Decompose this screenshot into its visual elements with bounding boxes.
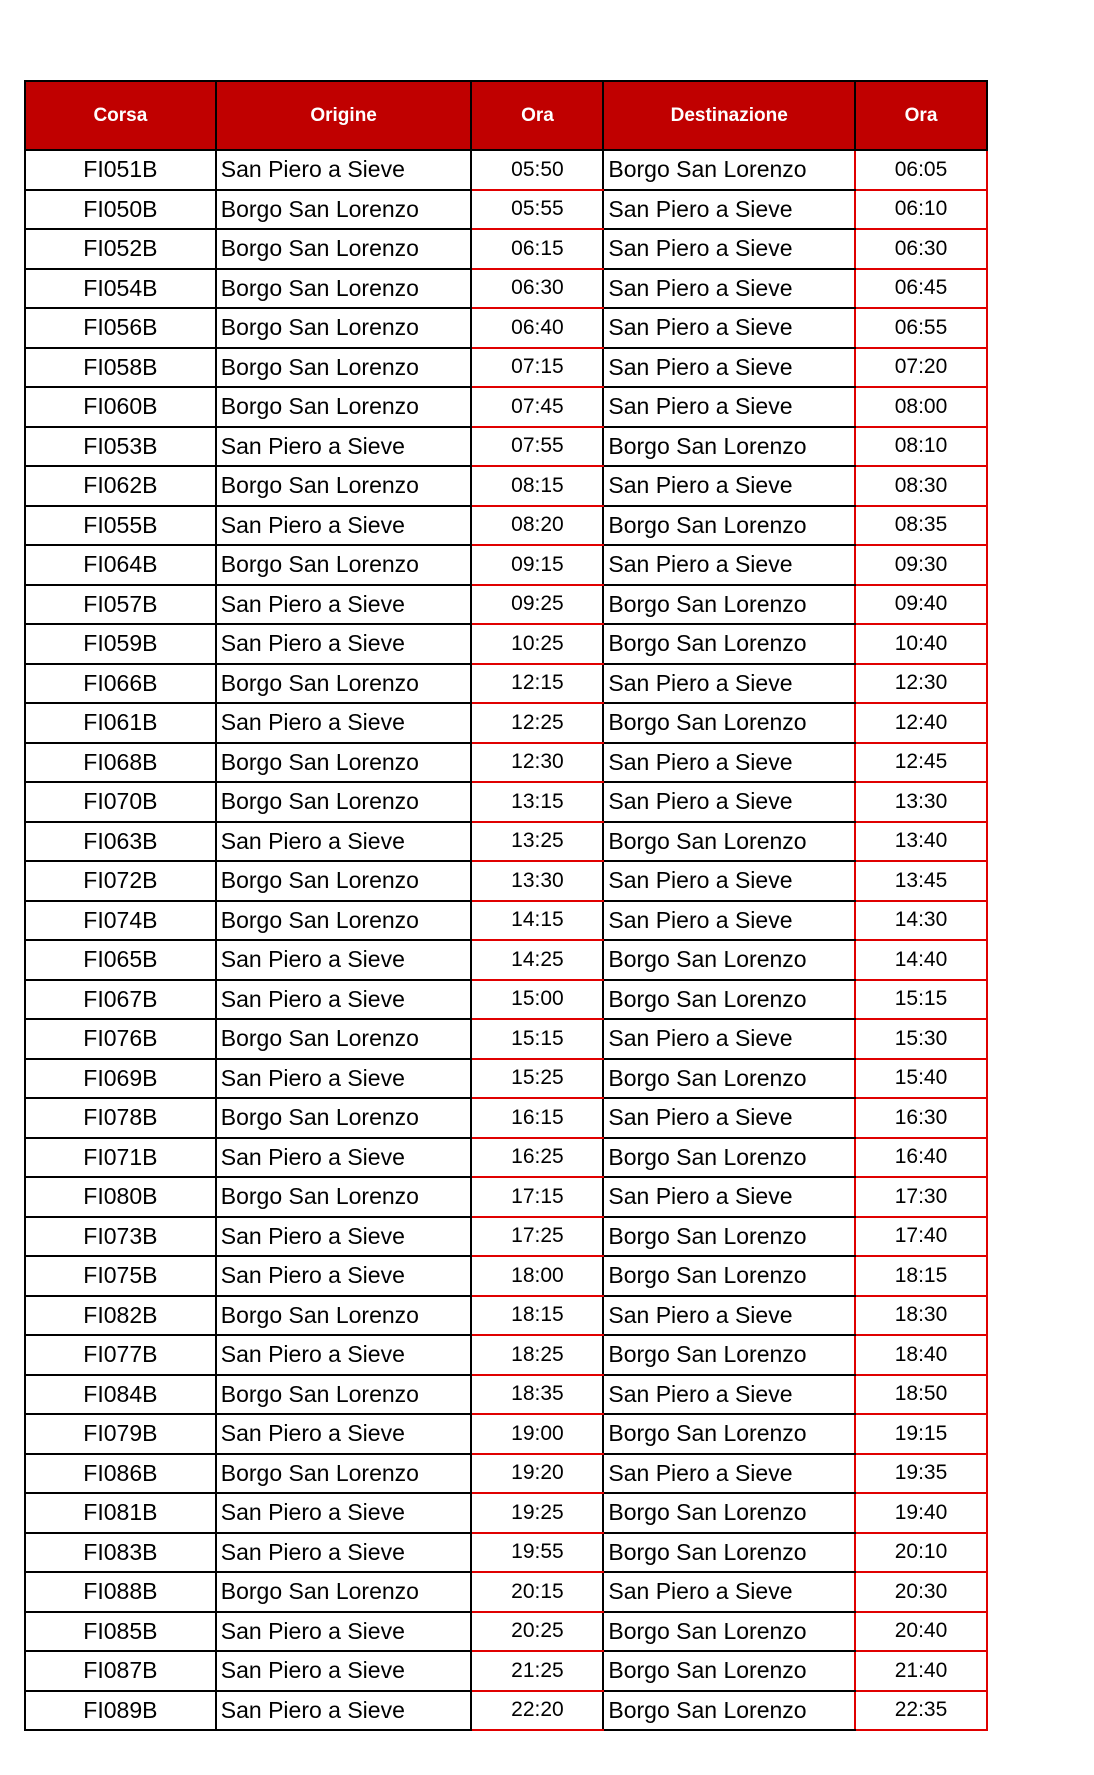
origine-cell: Borgo San Lorenzo xyxy=(216,901,472,941)
ora-arrivo-cell: 20:10 xyxy=(855,1533,987,1573)
ora-partenza-cell: 18:15 xyxy=(471,1296,603,1336)
corsa-cell: FI072B xyxy=(25,861,216,901)
corsa-cell: FI053B xyxy=(25,427,216,467)
ora-arrivo-cell: 21:40 xyxy=(855,1651,987,1691)
origine-cell: Borgo San Lorenzo xyxy=(216,1098,472,1138)
origine-cell: San Piero a Sieve xyxy=(216,506,472,546)
table-row xyxy=(25,427,987,467)
destinazione-cell: Borgo San Lorenzo xyxy=(603,624,855,664)
destinazione-cell: Borgo San Lorenzo xyxy=(603,1414,855,1454)
corsa-cell: FI066B xyxy=(25,664,216,704)
table-row xyxy=(25,1335,987,1375)
destinazione-cell: Borgo San Lorenzo xyxy=(603,1533,855,1573)
destinazione-cell: San Piero a Sieve xyxy=(603,545,855,585)
origine-cell: San Piero a Sieve xyxy=(216,1138,472,1178)
timetable-body xyxy=(25,150,987,1730)
table-row xyxy=(25,980,987,1020)
ora-arrivo-cell: 13:30 xyxy=(855,782,987,822)
table-row xyxy=(25,150,987,190)
destinazione-cell: San Piero a Sieve xyxy=(603,1454,855,1494)
ora-arrivo-cell: 15:40 xyxy=(855,1059,987,1099)
destinazione-cell: Borgo San Lorenzo xyxy=(603,1612,855,1652)
destinazione-cell: San Piero a Sieve xyxy=(603,466,855,506)
origine-cell: Borgo San Lorenzo xyxy=(216,861,472,901)
ora-partenza-cell: 17:25 xyxy=(471,1217,603,1257)
destinazione-cell: San Piero a Sieve xyxy=(603,1375,855,1415)
destinazione-cell: Borgo San Lorenzo xyxy=(603,1138,855,1178)
table-row xyxy=(25,1059,987,1099)
ora-arrivo-cell: 08:00 xyxy=(855,387,987,427)
table-row xyxy=(25,1296,987,1336)
destinazione-cell: Borgo San Lorenzo xyxy=(603,822,855,862)
ora-partenza-cell: 14:25 xyxy=(471,940,603,980)
ora-arrivo-cell: 06:30 xyxy=(855,229,987,269)
ora-partenza-cell: 12:15 xyxy=(471,664,603,704)
table-row xyxy=(25,545,987,585)
origine-cell: San Piero a Sieve xyxy=(216,1335,472,1375)
origine-cell: San Piero a Sieve xyxy=(216,1493,472,1533)
table-row xyxy=(25,190,987,230)
origine-cell: San Piero a Sieve xyxy=(216,1217,472,1257)
corsa-cell: FI075B xyxy=(25,1256,216,1296)
ora-arrivo-cell: 16:40 xyxy=(855,1138,987,1178)
destinazione-cell: Borgo San Lorenzo xyxy=(603,1493,855,1533)
origine-cell: San Piero a Sieve xyxy=(216,427,472,467)
ora-partenza-cell: 20:25 xyxy=(471,1612,603,1652)
ora-partenza-cell: 09:15 xyxy=(471,545,603,585)
table-row xyxy=(25,861,987,901)
corsa-cell: FI054B xyxy=(25,269,216,309)
table-row xyxy=(25,1533,987,1573)
origine-cell: Borgo San Lorenzo xyxy=(216,308,472,348)
destinazione-cell: San Piero a Sieve xyxy=(603,1572,855,1612)
corsa-cell: FI078B xyxy=(25,1098,216,1138)
origine-cell: San Piero a Sieve xyxy=(216,150,472,190)
origine-cell: Borgo San Lorenzo xyxy=(216,1572,472,1612)
corsa-cell: FI063B xyxy=(25,822,216,862)
ora-partenza-cell: 07:15 xyxy=(471,348,603,388)
ora-partenza-cell: 19:55 xyxy=(471,1533,603,1573)
ora-arrivo-cell: 08:10 xyxy=(855,427,987,467)
table-row xyxy=(25,1612,987,1652)
corsa-cell: FI089B xyxy=(25,1691,216,1731)
ora-partenza-cell: 10:25 xyxy=(471,624,603,664)
origine-cell: Borgo San Lorenzo xyxy=(216,1296,472,1336)
destinazione-cell: San Piero a Sieve xyxy=(603,387,855,427)
corsa-cell: FI061B xyxy=(25,703,216,743)
ora-partenza-cell: 16:25 xyxy=(471,1138,603,1178)
corsa-cell: FI076B xyxy=(25,1019,216,1059)
ora-arrivo-cell: 17:40 xyxy=(855,1217,987,1257)
origine-cell: San Piero a Sieve xyxy=(216,980,472,1020)
table-row xyxy=(25,1177,987,1217)
corsa-cell: FI062B xyxy=(25,466,216,506)
ora-arrivo-cell: 10:40 xyxy=(855,624,987,664)
ora-partenza-cell: 08:20 xyxy=(471,506,603,546)
destinazione-cell: San Piero a Sieve xyxy=(603,269,855,309)
header-ora-partenza: Ora xyxy=(471,81,603,150)
ora-arrivo-cell: 06:10 xyxy=(855,190,987,230)
corsa-cell: FI052B xyxy=(25,229,216,269)
corsa-cell: FI073B xyxy=(25,1217,216,1257)
ora-arrivo-cell: 18:40 xyxy=(855,1335,987,1375)
destinazione-cell: San Piero a Sieve xyxy=(603,1177,855,1217)
corsa-cell: FI065B xyxy=(25,940,216,980)
destinazione-cell: Borgo San Lorenzo xyxy=(603,1651,855,1691)
table-row xyxy=(25,664,987,704)
origine-cell: Borgo San Lorenzo xyxy=(216,1177,472,1217)
table-row xyxy=(25,1098,987,1138)
corsa-cell: FI071B xyxy=(25,1138,216,1178)
destinazione-cell: San Piero a Sieve xyxy=(603,1019,855,1059)
ora-partenza-cell: 15:00 xyxy=(471,980,603,1020)
origine-cell: San Piero a Sieve xyxy=(216,1414,472,1454)
ora-arrivo-cell: 06:05 xyxy=(855,150,987,190)
ora-partenza-cell: 17:15 xyxy=(471,1177,603,1217)
header-corsa: Corsa xyxy=(25,81,216,150)
origine-cell: Borgo San Lorenzo xyxy=(216,782,472,822)
ora-arrivo-cell: 18:50 xyxy=(855,1375,987,1415)
ora-arrivo-cell: 07:20 xyxy=(855,348,987,388)
destinazione-cell: Borgo San Lorenzo xyxy=(603,1335,855,1375)
table-row xyxy=(25,506,987,546)
destinazione-cell: Borgo San Lorenzo xyxy=(603,1059,855,1099)
corsa-cell: FI086B xyxy=(25,1454,216,1494)
corsa-cell: FI077B xyxy=(25,1335,216,1375)
ora-partenza-cell: 18:00 xyxy=(471,1256,603,1296)
table-row xyxy=(25,348,987,388)
ora-arrivo-cell: 17:30 xyxy=(855,1177,987,1217)
destinazione-cell: Borgo San Lorenzo xyxy=(603,1217,855,1257)
table-row xyxy=(25,1138,987,1178)
table-row xyxy=(25,743,987,783)
corsa-cell: FI058B xyxy=(25,348,216,388)
corsa-cell: FI060B xyxy=(25,387,216,427)
ora-partenza-cell: 14:15 xyxy=(471,901,603,941)
ora-partenza-cell: 19:25 xyxy=(471,1493,603,1533)
destinazione-cell: San Piero a Sieve xyxy=(603,190,855,230)
ora-partenza-cell: 09:25 xyxy=(471,585,603,625)
ora-partenza-cell: 08:15 xyxy=(471,466,603,506)
table-row xyxy=(25,1217,987,1257)
corsa-cell: FI064B xyxy=(25,545,216,585)
ora-arrivo-cell: 14:40 xyxy=(855,940,987,980)
corsa-cell: FI059B xyxy=(25,624,216,664)
table-row xyxy=(25,1572,987,1612)
destinazione-cell: Borgo San Lorenzo xyxy=(603,506,855,546)
ora-arrivo-cell: 19:40 xyxy=(855,1493,987,1533)
corsa-cell: FI069B xyxy=(25,1059,216,1099)
corsa-cell: FI050B xyxy=(25,190,216,230)
ora-arrivo-cell: 12:45 xyxy=(855,743,987,783)
origine-cell: Borgo San Lorenzo xyxy=(216,466,472,506)
corsa-cell: FI067B xyxy=(25,980,216,1020)
table-row xyxy=(25,901,987,941)
ora-arrivo-cell: 22:35 xyxy=(855,1691,987,1731)
destinazione-cell: San Piero a Sieve xyxy=(603,348,855,388)
table-row xyxy=(25,269,987,309)
origine-cell: Borgo San Lorenzo xyxy=(216,348,472,388)
origine-cell: Borgo San Lorenzo xyxy=(216,1375,472,1415)
ora-arrivo-cell: 14:30 xyxy=(855,901,987,941)
origine-cell: San Piero a Sieve xyxy=(216,1256,472,1296)
origine-cell: Borgo San Lorenzo xyxy=(216,190,472,230)
origine-cell: Borgo San Lorenzo xyxy=(216,229,472,269)
ora-arrivo-cell: 20:30 xyxy=(855,1572,987,1612)
origine-cell: San Piero a Sieve xyxy=(216,624,472,664)
corsa-cell: FI080B xyxy=(25,1177,216,1217)
corsa-cell: FI068B xyxy=(25,743,216,783)
ora-partenza-cell: 07:45 xyxy=(471,387,603,427)
table-row xyxy=(25,1651,987,1691)
ora-partenza-cell: 19:00 xyxy=(471,1414,603,1454)
table-row xyxy=(25,1691,987,1731)
origine-cell: Borgo San Lorenzo xyxy=(216,269,472,309)
destinazione-cell: Borgo San Lorenzo xyxy=(603,150,855,190)
corsa-cell: FI082B xyxy=(25,1296,216,1336)
origine-cell: Borgo San Lorenzo xyxy=(216,664,472,704)
ora-arrivo-cell: 09:40 xyxy=(855,585,987,625)
origine-cell: San Piero a Sieve xyxy=(216,1612,472,1652)
corsa-cell: FI083B xyxy=(25,1533,216,1573)
ora-partenza-cell: 12:30 xyxy=(471,743,603,783)
ora-partenza-cell: 16:15 xyxy=(471,1098,603,1138)
destinazione-cell: San Piero a Sieve xyxy=(603,901,855,941)
ora-arrivo-cell: 12:40 xyxy=(855,703,987,743)
destinazione-cell: San Piero a Sieve xyxy=(603,1296,855,1336)
origine-cell: San Piero a Sieve xyxy=(216,1533,472,1573)
origine-cell: San Piero a Sieve xyxy=(216,940,472,980)
origine-cell: San Piero a Sieve xyxy=(216,1691,472,1731)
destinazione-cell: Borgo San Lorenzo xyxy=(603,1691,855,1731)
ora-arrivo-cell: 13:45 xyxy=(855,861,987,901)
corsa-cell: FI084B xyxy=(25,1375,216,1415)
destinazione-cell: San Piero a Sieve xyxy=(603,229,855,269)
ora-partenza-cell: 15:25 xyxy=(471,1059,603,1099)
timetable xyxy=(24,80,988,1731)
ora-arrivo-cell: 12:30 xyxy=(855,664,987,704)
destinazione-cell: Borgo San Lorenzo xyxy=(603,585,855,625)
destinazione-cell: Borgo San Lorenzo xyxy=(603,427,855,467)
destinazione-cell: San Piero a Sieve xyxy=(603,308,855,348)
ora-arrivo-cell: 15:30 xyxy=(855,1019,987,1059)
origine-cell: San Piero a Sieve xyxy=(216,1059,472,1099)
ora-partenza-cell: 20:15 xyxy=(471,1572,603,1612)
table-row xyxy=(25,466,987,506)
destinazione-cell: San Piero a Sieve xyxy=(603,861,855,901)
ora-arrivo-cell: 19:15 xyxy=(855,1414,987,1454)
ora-partenza-cell: 13:25 xyxy=(471,822,603,862)
table-row xyxy=(25,229,987,269)
ora-arrivo-cell: 18:15 xyxy=(855,1256,987,1296)
table-row xyxy=(25,1375,987,1415)
origine-cell: Borgo San Lorenzo xyxy=(216,387,472,427)
ora-partenza-cell: 06:30 xyxy=(471,269,603,309)
ora-arrivo-cell: 06:45 xyxy=(855,269,987,309)
table-row xyxy=(25,1454,987,1494)
ora-arrivo-cell: 13:40 xyxy=(855,822,987,862)
ora-partenza-cell: 18:25 xyxy=(471,1335,603,1375)
table-row xyxy=(25,387,987,427)
origine-cell: Borgo San Lorenzo xyxy=(216,545,472,585)
origine-cell: Borgo San Lorenzo xyxy=(216,1454,472,1494)
ora-arrivo-cell: 19:35 xyxy=(855,1454,987,1494)
destinazione-cell: Borgo San Lorenzo xyxy=(603,703,855,743)
origine-cell: San Piero a Sieve xyxy=(216,703,472,743)
destinazione-cell: San Piero a Sieve xyxy=(603,1098,855,1138)
destinazione-cell: San Piero a Sieve xyxy=(603,743,855,783)
table-row xyxy=(25,585,987,625)
table-row xyxy=(25,1019,987,1059)
header-destinazione: Destinazione xyxy=(603,81,855,150)
corsa-cell: FI070B xyxy=(25,782,216,822)
ora-arrivo-cell: 06:55 xyxy=(855,308,987,348)
corsa-cell: FI055B xyxy=(25,506,216,546)
ora-partenza-cell: 06:40 xyxy=(471,308,603,348)
ora-arrivo-cell: 18:30 xyxy=(855,1296,987,1336)
timetable-header xyxy=(25,81,987,150)
destinazione-cell: Borgo San Lorenzo xyxy=(603,940,855,980)
corsa-cell: FI079B xyxy=(25,1414,216,1454)
ora-arrivo-cell: 15:15 xyxy=(855,980,987,1020)
header-row xyxy=(25,81,987,150)
ora-partenza-cell: 05:50 xyxy=(471,150,603,190)
destinazione-cell: Borgo San Lorenzo xyxy=(603,1256,855,1296)
origine-cell: Borgo San Lorenzo xyxy=(216,743,472,783)
table-row xyxy=(25,1493,987,1533)
corsa-cell: FI085B xyxy=(25,1612,216,1652)
table-row xyxy=(25,1414,987,1454)
corsa-cell: FI057B xyxy=(25,585,216,625)
ora-partenza-cell: 06:15 xyxy=(471,229,603,269)
origine-cell: San Piero a Sieve xyxy=(216,585,472,625)
table-row xyxy=(25,940,987,980)
corsa-cell: FI088B xyxy=(25,1572,216,1612)
table-row xyxy=(25,822,987,862)
destinazione-cell: Borgo San Lorenzo xyxy=(603,980,855,1020)
ora-arrivo-cell: 09:30 xyxy=(855,545,987,585)
header-origine: Origine xyxy=(216,81,472,150)
ora-partenza-cell: 13:30 xyxy=(471,861,603,901)
ora-partenza-cell: 21:25 xyxy=(471,1651,603,1691)
destinazione-cell: San Piero a Sieve xyxy=(603,782,855,822)
table-row xyxy=(25,624,987,664)
ora-partenza-cell: 13:15 xyxy=(471,782,603,822)
ora-arrivo-cell: 20:40 xyxy=(855,1612,987,1652)
ora-partenza-cell: 22:20 xyxy=(471,1691,603,1731)
corsa-cell: FI056B xyxy=(25,308,216,348)
ora-partenza-cell: 07:55 xyxy=(471,427,603,467)
ora-arrivo-cell: 16:30 xyxy=(855,1098,987,1138)
corsa-cell: FI081B xyxy=(25,1493,216,1533)
origine-cell: San Piero a Sieve xyxy=(216,1651,472,1691)
ora-arrivo-cell: 08:35 xyxy=(855,506,987,546)
corsa-cell: FI074B xyxy=(25,901,216,941)
ora-partenza-cell: 15:15 xyxy=(471,1019,603,1059)
header-ora-arrivo: Ora xyxy=(855,81,987,150)
origine-cell: Borgo San Lorenzo xyxy=(216,1019,472,1059)
ora-partenza-cell: 18:35 xyxy=(471,1375,603,1415)
origine-cell: San Piero a Sieve xyxy=(216,822,472,862)
table-row xyxy=(25,782,987,822)
table-row xyxy=(25,703,987,743)
ora-partenza-cell: 19:20 xyxy=(471,1454,603,1494)
destinazione-cell: San Piero a Sieve xyxy=(603,664,855,704)
corsa-cell: FI087B xyxy=(25,1651,216,1691)
table-row xyxy=(25,308,987,348)
table-row xyxy=(25,1256,987,1296)
ora-partenza-cell: 12:25 xyxy=(471,703,603,743)
corsa-cell: FI051B xyxy=(25,150,216,190)
ora-partenza-cell: 05:55 xyxy=(471,190,603,230)
ora-arrivo-cell: 08:30 xyxy=(855,466,987,506)
